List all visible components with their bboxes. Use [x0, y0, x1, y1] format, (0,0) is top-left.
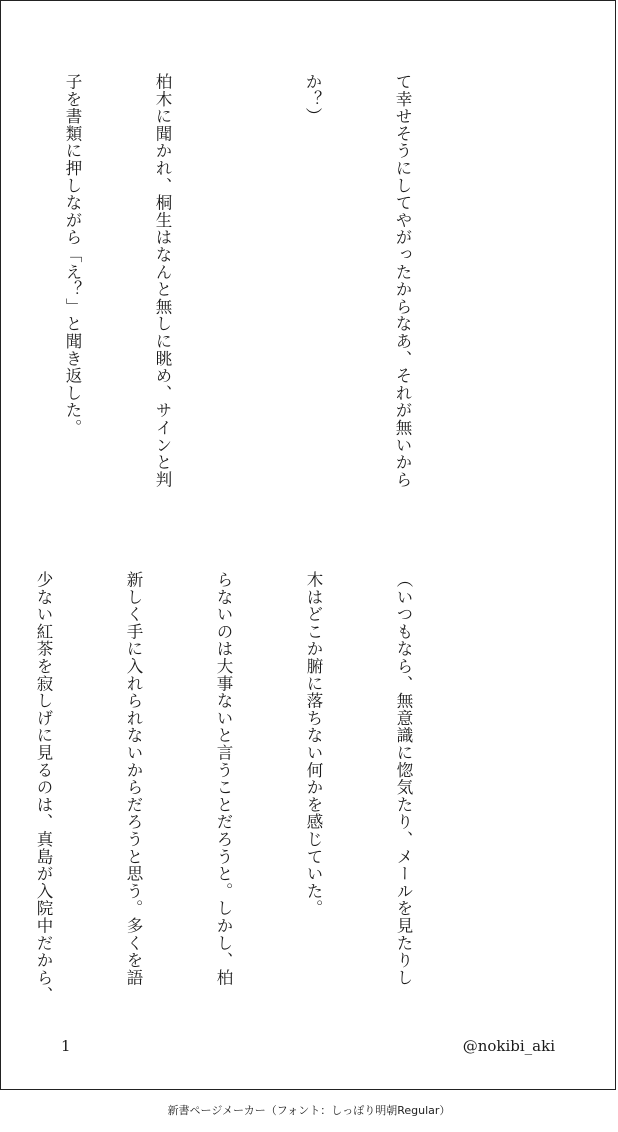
- bottom-line: 新しく手に入れられないからだろうと思う。多くを語: [124, 571, 143, 987]
- top-line: 子を書類に押しながら「え？」と聞き返した。: [63, 73, 82, 437]
- top-line: 柏木に聞かれ、桐生はなんと無しに眺め、サインと判: [153, 73, 172, 489]
- page-number: 1: [61, 1037, 71, 1055]
- bottom-line: 木はどこか腑に落ちない何かを感じていた。: [304, 571, 323, 917]
- bottom-line: （いつもなら、無意識に惚気たり、メールを見たりし: [394, 571, 413, 987]
- author-handle: @nokibi_aki: [462, 1037, 555, 1055]
- top-text-block: [0, 73, 477, 543]
- footer-credit: 新書ページメーカー（フォント：しっぽり明朝Regular）: [167, 1104, 451, 1117]
- bottom-line: 少ない紅茶を寂しげに見るのは、真島が入院中だから、: [34, 571, 53, 1004]
- bottom-line: らないのは大事ないと言うことだろうと。しかし、柏: [214, 571, 233, 987]
- top-line: て幸せそうにしてやがったからなあ、それが無いから: [393, 73, 412, 489]
- top-line: か？）: [303, 73, 322, 125]
- bottom-text-block: [0, 571, 478, 1041]
